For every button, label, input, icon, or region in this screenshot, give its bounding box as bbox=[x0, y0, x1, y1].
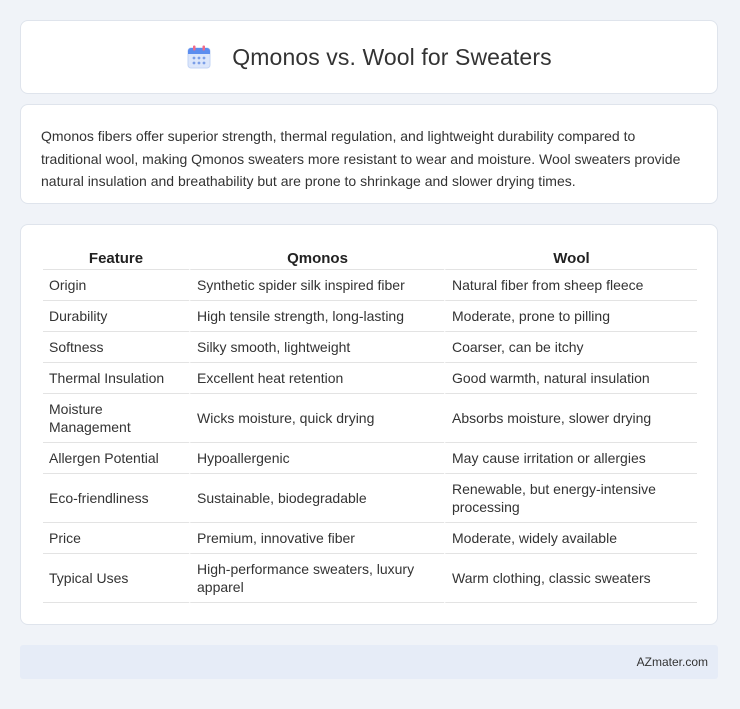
qmonos-cell: Premium, innovative fiber bbox=[189, 523, 444, 554]
wool-cell: Natural fiber from sheep fleece bbox=[444, 270, 697, 301]
qmonos-cell: High tensile strength, long-lasting bbox=[189, 301, 444, 332]
header-qmonos: Qmonos bbox=[189, 245, 444, 270]
page-title: Qmonos vs. Wool for Sweaters bbox=[232, 43, 552, 70]
feature-cell: Durability bbox=[43, 301, 189, 332]
summary-card bbox=[20, 104, 718, 204]
table-row bbox=[43, 474, 697, 523]
footer bbox=[20, 645, 718, 679]
table-row bbox=[43, 270, 697, 301]
feature-cell: Eco-friendliness bbox=[43, 474, 189, 523]
wool-cell: May cause irritation or allergies bbox=[444, 443, 697, 474]
summary-text: Qmonos fibers offer superior strength, thermal regulation, and lightweight durability compared to traditional wool, making Qmonos sweaters more resistant to wear and moisture. Wool sweaters provide natural insulation and breathability but are prone to shrinkage and slower drying times. bbox=[41, 128, 681, 189]
footer-brand[interactable]: AZmater.com bbox=[636, 655, 708, 669]
feature-cell: Price bbox=[43, 523, 189, 554]
feature-cell: Typical Uses bbox=[43, 554, 189, 603]
table-row bbox=[43, 523, 697, 554]
feature-cell: Moisture Management bbox=[43, 394, 189, 443]
table-row bbox=[43, 301, 697, 332]
title-card bbox=[20, 20, 718, 94]
qmonos-cell: Excellent heat retention bbox=[189, 363, 444, 394]
wool-cell: Moderate, widely available bbox=[444, 523, 697, 554]
table-row bbox=[43, 394, 697, 443]
wool-cell: Renewable, but energy-intensive processing bbox=[444, 474, 697, 523]
calendar-icon bbox=[186, 44, 212, 70]
table-row bbox=[43, 443, 697, 474]
wool-cell: Good warmth, natural insulation bbox=[444, 363, 697, 394]
qmonos-cell: Silky smooth, lightweight bbox=[189, 332, 444, 363]
feature-cell: Allergen Potential bbox=[43, 443, 189, 474]
feature-cell: Origin bbox=[43, 270, 189, 301]
qmonos-cell: Synthetic spider silk inspired fiber bbox=[189, 270, 444, 301]
table-header-row bbox=[43, 245, 697, 270]
qmonos-cell: Hypoallergenic bbox=[189, 443, 444, 474]
feature-cell: Softness bbox=[43, 332, 189, 363]
qmonos-cell: High-performance sweaters, luxury apparel bbox=[189, 554, 444, 603]
header-wool: Wool bbox=[444, 245, 697, 270]
table-row bbox=[43, 332, 697, 363]
header-feature: Feature bbox=[43, 245, 189, 270]
comparison-table bbox=[43, 245, 697, 603]
feature-cell: Thermal Insulation bbox=[43, 363, 189, 394]
qmonos-cell: Sustainable, biodegradable bbox=[189, 474, 444, 523]
qmonos-cell: Wicks moisture, quick drying bbox=[189, 394, 444, 443]
table-row bbox=[43, 554, 697, 603]
wool-cell: Moderate, prone to pilling bbox=[444, 301, 697, 332]
wool-cell: Absorbs moisture, slower drying bbox=[444, 394, 697, 443]
table-row bbox=[43, 363, 697, 394]
table-card bbox=[20, 224, 718, 625]
wool-cell: Warm clothing, classic sweaters bbox=[444, 554, 697, 603]
wool-cell: Coarser, can be itchy bbox=[444, 332, 697, 363]
